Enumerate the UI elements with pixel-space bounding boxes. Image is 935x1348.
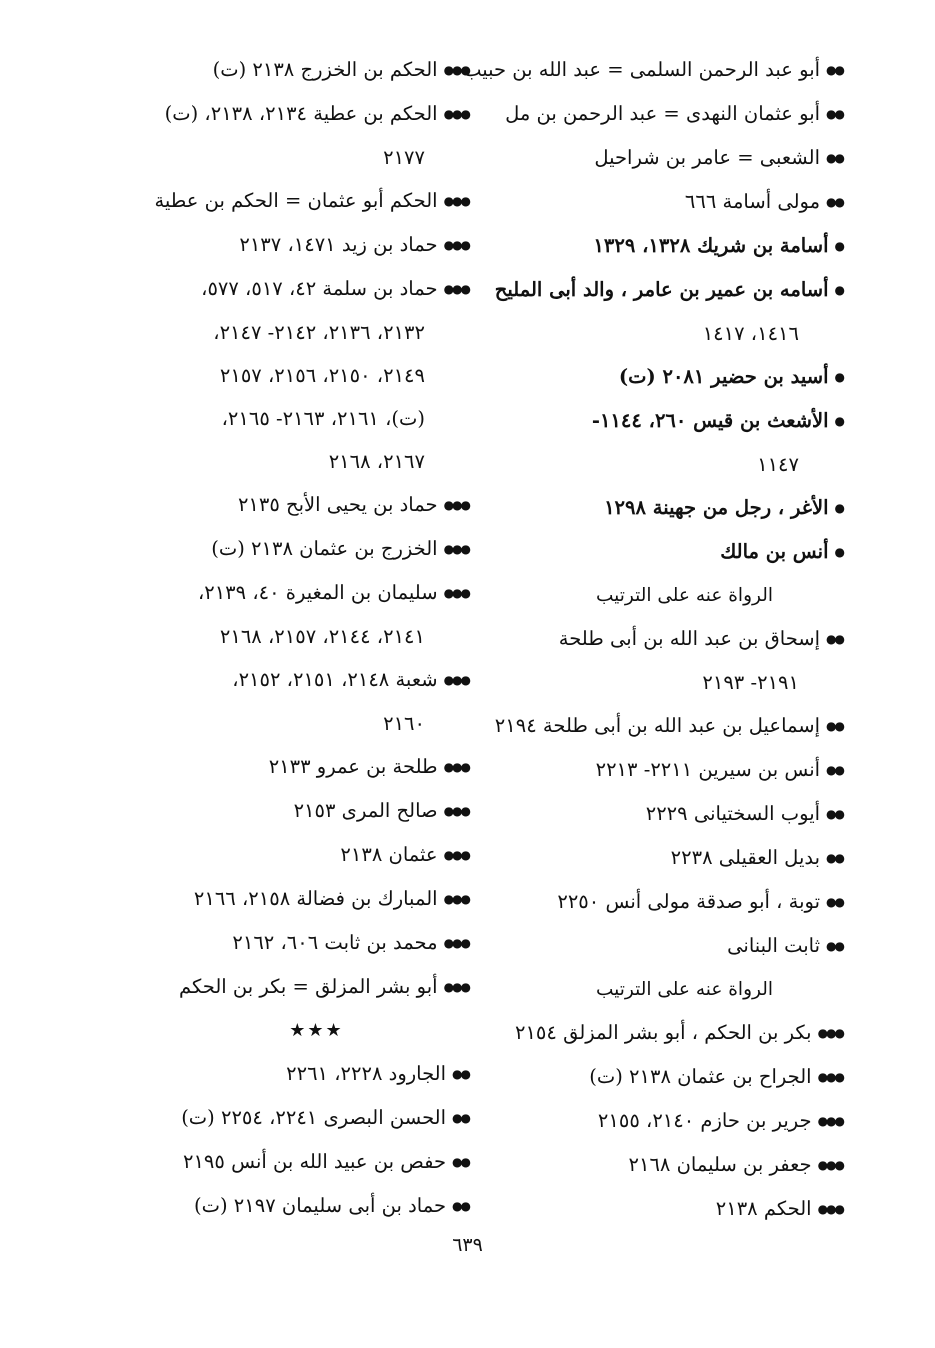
bullet-marker: ●●● <box>817 1070 843 1084</box>
index-entry <box>124 48 469 92</box>
bullet-marker: ●● <box>826 895 843 909</box>
bullet-marker: ●●● <box>817 1158 843 1172</box>
right-column <box>463 48 843 1231</box>
index-entry <box>491 355 843 399</box>
index-entry <box>124 965 469 1009</box>
index-entry <box>124 179 469 223</box>
entry-text: ٢١٦٠ <box>383 712 425 735</box>
bullet-marker: ●●● <box>443 892 469 906</box>
index-entry <box>491 748 843 792</box>
section-heading: الرواة عنه على الترتيب <box>596 979 773 1000</box>
index-entry <box>491 180 843 224</box>
entry-text: الحكم بن عطية ٢١٣٤، ٢١٣٨، (ت) <box>164 102 438 125</box>
index-entry <box>124 1140 469 1184</box>
bullet-marker: ●● <box>826 63 843 77</box>
entry-text: إسحاق بن عبد الله بن أبى طلحة <box>558 627 821 650</box>
entry-text: جعفر بن سليمان ٢١٦٨ <box>628 1153 812 1176</box>
entry-text: عثمان ٢١٣٨ <box>340 843 438 866</box>
entry-text: أسامه بن عمير بن عامر ، والد أبى المليح <box>494 278 829 301</box>
bullet-marker: ●●● <box>443 760 469 774</box>
index-entry-continuation <box>124 702 469 745</box>
bullet-marker: ●●● <box>817 1114 843 1128</box>
entry-text: ١١٤٧ <box>757 453 799 476</box>
entry-text: صالح المرى ٢١٥٣ <box>293 799 438 822</box>
entry-text: إسماعيل بن عبد الله بن أبى طلحة ٢١٩٤ <box>494 714 821 737</box>
index-entry <box>124 921 469 965</box>
bullet-marker: ●● <box>826 807 843 821</box>
entry-text: حماد بن سلمة ٤٢، ٥١٧، ٥٧٧، <box>201 277 438 300</box>
bullet-marker: ●●● <box>443 673 469 687</box>
index-entry <box>124 1096 469 1140</box>
left-column <box>124 48 469 1228</box>
entry-text: حماد بن يحيى الأبح ٢١٣٥ <box>237 493 438 516</box>
index-entry <box>491 530 843 574</box>
entry-text: أسامة بن شريك ١٣٢٨، ١٣٢٩ <box>593 234 829 257</box>
index-entry <box>491 1099 843 1143</box>
index-entry <box>491 268 843 312</box>
entry-text: جرير بن حازم ٢١٤٠، ٢١٥٥ <box>597 1109 812 1132</box>
bullet-marker: ●●● <box>443 980 469 994</box>
index-entry <box>491 880 843 924</box>
index-entry-continuation <box>124 354 469 397</box>
index-entry-continuation <box>491 661 843 704</box>
index-entry <box>124 658 469 702</box>
bullet-marker: ● <box>834 501 843 515</box>
index-entry <box>124 483 469 527</box>
index-entry <box>491 617 843 661</box>
bullet-marker: ●● <box>826 763 843 777</box>
index-entry <box>491 486 843 530</box>
bullet-marker: ●●● <box>443 542 469 556</box>
bullet-marker: ● <box>834 283 843 297</box>
entry-text: الحكم بن الخزرج ٢١٣٨ (ت) <box>212 58 438 81</box>
page-number: ٦٣٩ <box>452 1234 483 1256</box>
index-entry-continuation <box>124 397 469 440</box>
entry-text: ٢١٤٩، ٢١٥٠، ٢١٥٦، ٢١٥٧ <box>219 364 425 387</box>
entry-text: (ت)، ٢١٦١، ٢١٦٣- ٢١٦٥، <box>221 407 425 430</box>
bullet-marker: ●●● <box>817 1202 843 1216</box>
entry-text: حفص بن عبيد الله بن أنس ٢١٩٥ <box>182 1150 447 1173</box>
entry-text: الحكم أبو عثمان = الحكم بن عطية <box>154 189 438 212</box>
entry-text: ٢١٩١- ٢١٩٣ <box>702 671 799 694</box>
entry-text: ٢١٤١، ٢١٤٤، ٢١٥٧، ٢١٦٨ <box>219 625 425 648</box>
index-entry <box>124 527 469 571</box>
index-entry <box>124 223 469 267</box>
index-entry-continuation <box>124 136 469 179</box>
bullet-marker: ● <box>834 370 843 384</box>
entry-text: ٢١٣٢، ٢١٣٦، ٢١٤٢- ٢١٤٧، <box>213 321 425 344</box>
index-entry-continuation <box>124 440 469 483</box>
entry-text: ٢١٧٧ <box>383 146 425 169</box>
bullet-marker: ● <box>834 414 843 428</box>
section-heading: الرواة عنه على الترتيب <box>596 585 773 606</box>
index-entry <box>491 792 843 836</box>
entry-text: بديل العقيلى ٢٢٣٨ <box>670 846 821 869</box>
entry-text: أنس بن مالك <box>720 540 829 563</box>
index-entry <box>491 1011 843 1055</box>
index-entry <box>124 745 469 789</box>
index-entry <box>491 136 843 180</box>
entry-text: محمد بن ثابت ٦٠٦، ٢١٦٢ <box>232 931 438 954</box>
index-entry-continuation <box>124 615 469 658</box>
entry-text: ١٤١٦، ١٤١٧ <box>702 322 799 345</box>
bullet-marker: ●● <box>826 632 843 646</box>
bullet-marker: ●●● <box>443 194 469 208</box>
entry-text: بكر بن الحكم ، أبو بشر المزلق ٢١٥٤ <box>514 1021 812 1044</box>
entry-text: الأشعث بن قيس ٢٦٠، ١١٤٤- <box>591 409 829 432</box>
index-entry <box>124 1184 469 1228</box>
bullet-marker: ●●● <box>443 282 469 296</box>
entry-text: أسيد بن حضير ٢٠٨١ (ت) <box>618 365 829 388</box>
bullet-marker: ●●● <box>443 848 469 862</box>
index-entry-continuation <box>491 312 843 355</box>
bullet-marker: ●●● <box>443 238 469 252</box>
index-entry <box>491 224 843 268</box>
bullet-marker: ●●● <box>443 498 469 512</box>
index-entry <box>491 92 843 136</box>
section-divider-stars: ★★★ <box>289 1020 344 1041</box>
entry-text: ٢١٦٧، ٢١٦٨ <box>328 450 425 473</box>
bullet-marker: ●● <box>452 1111 469 1125</box>
bullet-marker: ●●● <box>443 63 469 77</box>
bullet-marker: ●● <box>826 107 843 121</box>
index-entry <box>124 92 469 136</box>
bullet-marker: ●● <box>826 939 843 953</box>
bullet-marker: ●● <box>826 151 843 165</box>
bullet-marker: ●● <box>452 1155 469 1169</box>
bullet-marker: ●●● <box>443 936 469 950</box>
entry-text: ثابت البنانى <box>727 934 821 957</box>
bullet-marker: ●● <box>826 851 843 865</box>
bullet-marker: ● <box>834 545 843 559</box>
entry-text: أبو بشر المزلق = بكر بن الحكم <box>179 975 438 998</box>
entry-text: مولى أسامة ٦٦٦ <box>684 190 821 213</box>
bullet-marker: ●● <box>452 1199 469 1213</box>
margin-mark <box>121 12 123 30</box>
bullet-marker: ● <box>834 239 843 253</box>
entry-text: طلحة بن عمرو ٢١٣٣ <box>268 755 438 778</box>
index-entry <box>124 267 469 311</box>
entry-text: الحكم ٢١٣٨ <box>715 1197 812 1220</box>
entry-text: الحسن البصرى ٢٢٤١، ٢٢٥٤ (ت) <box>181 1106 447 1129</box>
entry-text: أبو عبد الرحمن السلمى = عبد الله بن حبيب <box>463 58 821 81</box>
bullet-marker: ●●● <box>443 804 469 818</box>
bullet-marker: ●●● <box>443 107 469 121</box>
entry-text: أنس بن سيرين ٢٢١١- ٢٢١٣ <box>595 758 821 781</box>
bullet-marker: ●● <box>826 195 843 209</box>
index-entry <box>124 877 469 921</box>
index-entry <box>491 704 843 748</box>
index-entry <box>491 1055 843 1099</box>
index-entry <box>491 399 843 443</box>
index-entry <box>491 1143 843 1187</box>
index-entry <box>491 1187 843 1231</box>
index-entry <box>124 789 469 833</box>
entry-text: حماد بن زيد ١٤٧١، ٢١٣٧ <box>239 233 438 256</box>
index-entry-continuation <box>491 443 843 486</box>
index-entry <box>124 571 469 615</box>
entry-text: الخزرج بن عثمان ٢١٣٨ (ت) <box>211 537 438 560</box>
entry-text: أيوب السختيانى ٢٢٢٩ <box>645 802 821 825</box>
entry-text: شعبة ٢١٤٨، ٢١٥١، ٢١٥٢، <box>232 668 438 691</box>
entry-text: الأغر ، رجل من جهينة ١٢٩٨ <box>604 496 829 519</box>
entry-text: الجراح بن عثمان ٢١٣٨ (ت) <box>589 1065 812 1088</box>
bullet-marker: ●● <box>452 1067 469 1081</box>
entry-text: سليمان بن المغيرة ٤٠، ٢١٣٩، <box>197 581 438 604</box>
bullet-marker: ●● <box>826 719 843 733</box>
index-entry <box>491 924 843 968</box>
entry-text: المبارك بن فضالة ٢١٥٨، ٢١٦٦ <box>193 887 438 910</box>
bullet-marker: ●●● <box>443 586 469 600</box>
entry-text: توبة ، أبو صدقة مولى أنس ٢٢٥٠ <box>557 890 821 913</box>
entry-text: الشعبى = عامر بن شراحيل <box>594 146 821 169</box>
index-entry <box>491 836 843 880</box>
index-entry <box>124 1052 469 1096</box>
bullet-marker: ●●● <box>817 1026 843 1040</box>
index-entry <box>124 833 469 877</box>
entry-text: حماد بن أبى سليمان ٢١٩٧ (ت) <box>194 1194 447 1217</box>
entry-text: الجارود ٢٢٢٨، ٢٢٦١ <box>286 1062 447 1085</box>
index-entry <box>463 48 843 92</box>
index-entry-continuation <box>124 311 469 354</box>
entry-text: أبو عثمان النهدى = عبد الرحمن بن مل <box>505 102 821 125</box>
